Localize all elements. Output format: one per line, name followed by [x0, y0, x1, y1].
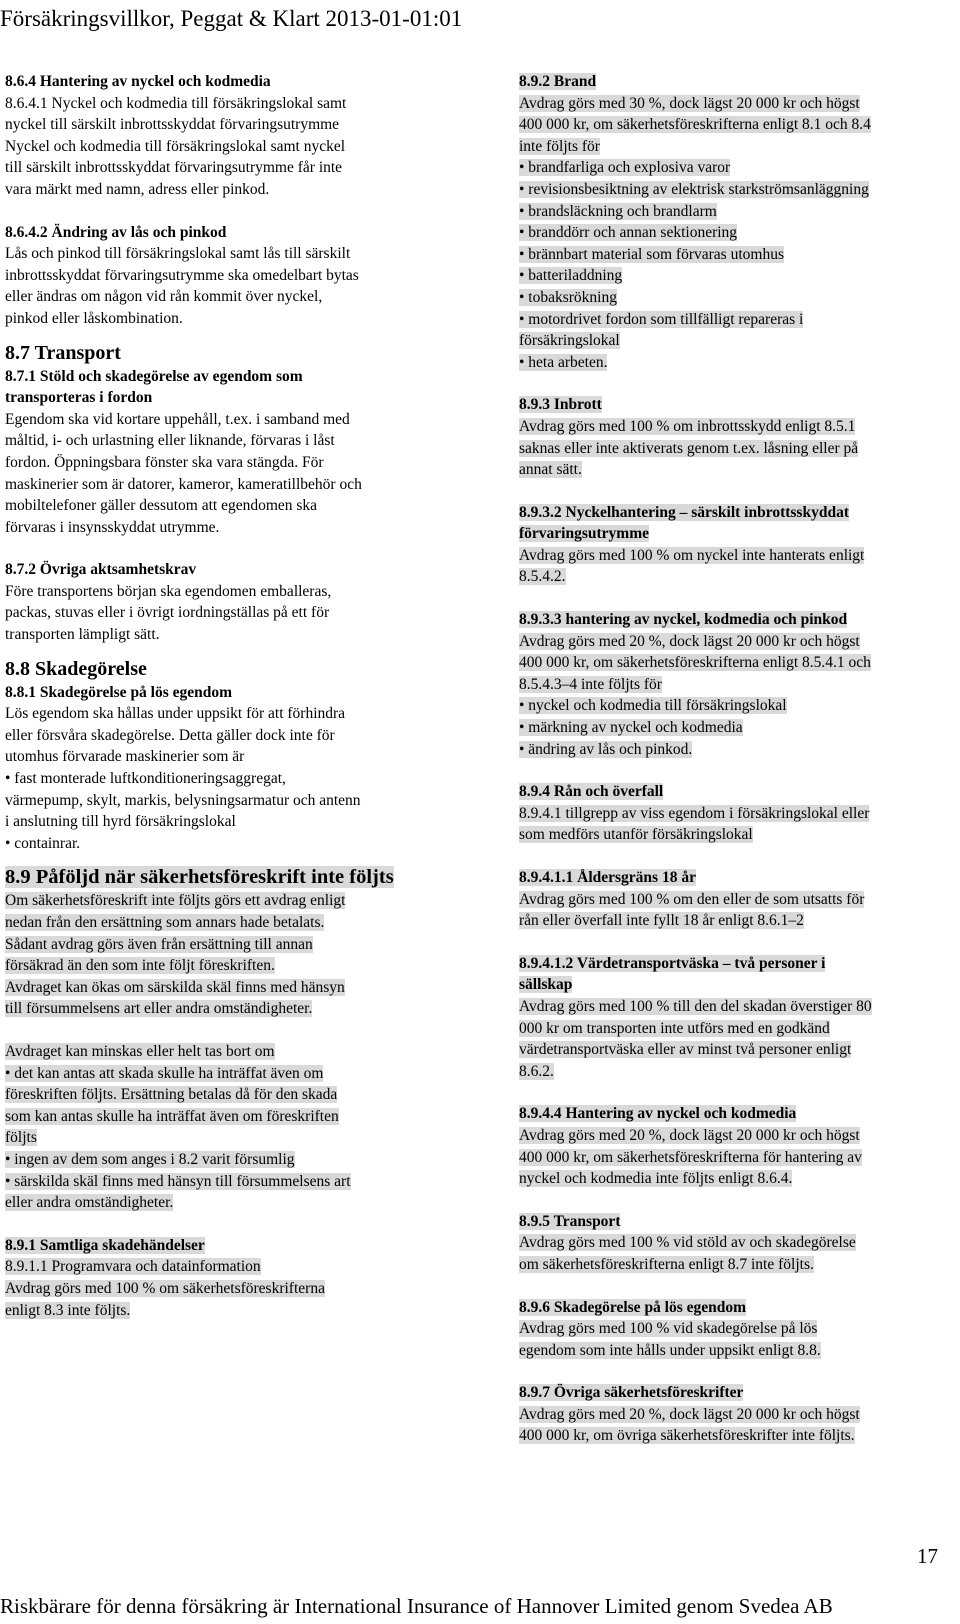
text-line: 8.9.1.1 Programvara och datainformation — [5, 1258, 261, 1276]
text-line: • fast monterade luftkonditioneringsaggregat, — [5, 770, 286, 788]
paragraph — [5, 409, 445, 539]
text-line: rån eller överfall inte fyllt 18 år enligt 8.6.1–2 — [519, 912, 804, 930]
text-line: fordon. Öppningsbara fönster ska vara stängda. För — [5, 453, 324, 471]
text-line: Avdrag görs med 100 % om inbrottsskydd enligt 8.5.1 — [519, 417, 856, 435]
text-line: 000 kr om transporten inte utförs med en godkänd — [519, 1019, 830, 1037]
text-line: mobiltelefoner gäller dessutom att egendomen ska — [5, 497, 318, 515]
text-line: Avdrag görs med 100 % om nyckel inte hanterats enligt — [519, 546, 865, 564]
section-heading: 8.6.4 Hantering av nyckel och kodmedia — [5, 73, 271, 90]
section-heading: 8.7.2 Övriga aktsamhetskrav — [5, 561, 197, 579]
paragraph — [5, 1256, 445, 1321]
text-line: 8.6.4.1 Nyckel och kodmedia till försäkringslokal samt — [5, 94, 347, 112]
text-line: Avdrag görs med 100 % om den eller de som utsatts för — [519, 890, 865, 908]
text-line: vara märkt med namn, adress eller pinkod. — [5, 180, 270, 198]
list-item: • ändring av lås och pinkod. — [519, 740, 693, 758]
text-line: maskinerier som är datorer, kameror, kameratillbehör och — [5, 475, 362, 493]
list-item: • batteriladdning — [519, 267, 623, 285]
text-line: nyckel till särskilt inbrottsskyddat förvaringsutrymme — [5, 116, 340, 134]
section-heading: förvaringsutrymme — [519, 525, 649, 543]
text-line: 8.6.2. — [519, 1062, 554, 1080]
text-line: inbrottsskyddat förvaringsutrymme ska omedelbart bytas — [5, 266, 359, 284]
section-heading: 8.9.3.2 Nyckelhantering – särskilt inbrottsskyddat — [519, 503, 849, 521]
text-line: Avdrag görs med 100 % om säkerhetsföreskrifterna — [5, 1279, 325, 1297]
text-line: i anslutning till hyrd försäkringslokal — [5, 813, 236, 831]
text-line: värdetransportväska eller av minst två personer enligt — [519, 1041, 852, 1059]
list-item: • tobaksrökning — [519, 288, 617, 306]
text-line: inte följts för — [519, 137, 600, 155]
text-line: Egendom ska vid kortare uppehåll, t.ex. i samband med — [5, 410, 350, 428]
list-item: • motordrivet fordon som tillfälligt repareras i — [519, 310, 804, 328]
section-heading: 8.9.5 Transport — [519, 1212, 621, 1230]
text-line: Avdrag görs med 30 %, dock lägst 20 000 kr och högst — [519, 94, 860, 112]
text-line: 8.5.4.2. — [519, 568, 566, 586]
paragraph — [519, 545, 959, 588]
paragraph — [519, 93, 959, 374]
paragraph — [5, 93, 445, 201]
text-line: eller försvåra skadegörelse. Detta gäller dock inte för — [5, 726, 335, 744]
text-line: Nyckel och kodmedia till försäkringslokal samt nyckel — [5, 137, 346, 155]
text-line: Avdrag görs med 20 %, dock lägst 20 000 kr och högst — [519, 632, 860, 650]
section-heading: 8.9.4 Rån och överfall — [519, 783, 664, 801]
text-line: 8.5.4.3–4 inte följts för — [519, 675, 662, 693]
list-item: • brandfarliga och explosiva varor — [519, 159, 731, 177]
text-line: nedan från den ersättning som annars hade betalats. — [5, 914, 325, 931]
section-heading: 8.9.4.1.2 Värdetransportväska – två personer i — [519, 954, 826, 972]
chapter-heading: 8.9 Påföljd när säkerhetsföreskrift inte följts — [5, 866, 394, 889]
text-line: måltid, i- och urlastning eller liknande, förvaras i låst — [5, 432, 335, 450]
section-heading: 8.9.1 Samtliga skadehändelser — [5, 1236, 205, 1254]
paragraph — [519, 1404, 959, 1447]
list-item: • märkning av nyckel och kodmedia — [519, 719, 743, 737]
text-line: Lös egendom ska hållas under uppsikt för att förhindra — [5, 705, 346, 723]
text-line: • särskilda skäl finns med hänsyn till försummelsens art — [5, 1172, 351, 1190]
section-heading: 8.9.3.3 hantering av nyckel, kodmedia och pinkod — [519, 611, 848, 629]
text-line: egendom som inte hålls under uppsikt enligt 8.8. — [519, 1341, 821, 1359]
section-heading: 8.6.4.2 Ändring av lås och pinkod — [5, 223, 227, 241]
text-line: packas, stuvas eller i övrigt iordningställas på ett för — [5, 604, 330, 622]
text-line: saknas eller inte aktiverats genom t.ex. låsning eller på — [519, 439, 859, 457]
text-line: 400 000 kr, om säkerhetsföreskrifterna enligt 8.5.4.1 och — [519, 654, 871, 672]
text-line: till särskilt inbrottsskyddat förvaringsutrymme får inte — [5, 159, 343, 177]
text-line: 8.9.4.1 tillgrepp av viss egendom i försäkringslokal eller — [519, 804, 870, 822]
chapter-heading: 8.7 Transport — [5, 341, 121, 364]
text-line: • containrar. — [5, 834, 81, 852]
text-line: Avdrag görs med 100 % till den del skadan överstiger 80 — [519, 997, 872, 1015]
page-number: 17 — [917, 1544, 938, 1568]
section-heading: 8.7.1 Stöld och skadegörelse av egendom som — [5, 367, 303, 385]
section-heading: 8.9.7 Övriga säkerhetsföreskrifter — [519, 1384, 744, 1402]
text-line: följts — [5, 1129, 37, 1147]
right-column — [519, 71, 959, 1447]
text-line: eller ändras om någon vid rån kommit över nyckel, — [5, 288, 323, 306]
text-line: pinkod eller låskombination. — [5, 309, 183, 327]
left-column — [5, 71, 445, 1321]
text-line: föreskriften följts. Ersättning betalas då för den skada — [5, 1086, 338, 1104]
section-heading: 8.9.6 Skadegörelse på lös egendom — [519, 1298, 747, 1316]
page-header: Försäkringsvillkor, Peggat & Klart 2013-01-01:01 — [0, 6, 463, 31]
text-line: som kan antas skulle ha inträffat även om föreskriften — [5, 1107, 339, 1125]
text-line: Sådant avdrag görs även från ersättning till annan — [5, 935, 313, 953]
text-line: till försummelsens art eller andra omständigheter. — [5, 1000, 313, 1018]
section-heading: transporteras i fordon — [5, 389, 153, 407]
text-line: värmepump, skylt, markis, belysningsarmatur och antenn — [5, 791, 361, 809]
text-line: Avdrag görs med 20 %, dock lägst 20 000 kr och högst — [519, 1126, 860, 1144]
section-heading: sällskap — [519, 976, 573, 994]
section-heading: 8.9.4.1.1 Åldersgräns 18 år — [519, 869, 696, 886]
paragraph — [519, 1125, 959, 1190]
chapter-heading: 8.8 Skadegörelse — [5, 657, 147, 680]
text-line: annat sätt. — [519, 461, 582, 479]
text-line: • det kan antas att skada skulle ha inträffat även om — [5, 1064, 324, 1082]
text-line: eller andra omständigheter. — [5, 1194, 174, 1212]
section-heading: 8.8.1 Skadegörelse på lös egendom — [5, 683, 233, 701]
paragraph — [519, 803, 959, 846]
section-heading: 8.9.4.4 Hantering av nyckel och kodmedia — [519, 1105, 797, 1123]
paragraph — [519, 1232, 959, 1275]
text-line: Lås och pinkod till försäkringslokal samt lås till särskilt — [5, 245, 351, 263]
text-line: Avdraget kan minskas eller helt tas bort om — [5, 1042, 275, 1060]
paragraph — [5, 581, 445, 646]
text-line: försäkrad än den som inte följt föreskriften. — [5, 957, 275, 975]
text-line: transporten lämpligt sätt. — [5, 626, 160, 644]
text-line: 400 000 kr, om säkerhetsföreskrifterna för hantering av — [519, 1148, 862, 1166]
text-line: Avdrag görs med 100 % vid skadegörelse på lös — [519, 1320, 818, 1338]
text-line: 400 000 kr, om säkerhetsföreskrifterna enligt 8.1 och 8.4 — [519, 116, 871, 134]
text-line: enligt 8.3 inte följts. — [5, 1301, 131, 1319]
paragraph — [519, 1318, 959, 1361]
paragraph — [5, 703, 445, 854]
text-line: Avdrag görs med 100 % vid stöld av och skadegörelse — [519, 1234, 856, 1252]
text-line: • ingen av dem som anges i 8.2 varit försumlig — [5, 1150, 295, 1168]
list-item: • revisionsbesiktning av elektrisk starkströmsanläggning — [519, 180, 869, 198]
list-item: • heta arbeten. — [519, 353, 608, 371]
text-line: förvaras i insynsskyddat utrymme. — [5, 518, 220, 536]
text-line: 400 000 kr, om övriga säkerhetsföreskrifter inte följts. — [519, 1427, 855, 1445]
text-line: som medförs utanför försäkringslokal — [519, 826, 753, 844]
paragraph — [519, 416, 959, 481]
section-heading: 8.9.2 Brand — [519, 73, 597, 90]
text-line: Avdrag görs med 20 %, dock lägst 20 000 kr och högst — [519, 1405, 860, 1423]
text-line: Avdraget kan ökas om särskilda skäl finns med hänsyn — [5, 978, 345, 996]
paragraph — [519, 996, 959, 1082]
text-line: om säkerhetsföreskrifterna enligt 8.7 inte följts. — [519, 1255, 814, 1273]
paragraph — [5, 243, 445, 329]
list-item: • branddörr och annan sektionering — [519, 224, 738, 242]
section-heading: 8.9.3 Inbrott — [519, 396, 602, 414]
paragraph — [5, 1041, 445, 1214]
list-item: försäkringslokal — [519, 332, 620, 350]
text-line: Om säkerhetsföreskrift inte följts görs ett avdrag enligt — [5, 892, 346, 910]
paragraph — [519, 889, 959, 932]
text-line: utomhus förvarade maskinerier som är — [5, 748, 245, 766]
list-item: • brandsläckning och brandlarm — [519, 202, 717, 220]
page-footer: Riskbärare för denna försäkring är International Insurance of Hannover Limited genom Svedea AB — [0, 1594, 833, 1618]
text-line: nyckel och kodmedia inte följts enligt 8.6.4. — [519, 1170, 793, 1188]
text-line: Före transportens början ska egendomen emballeras, — [5, 582, 332, 600]
paragraph — [519, 631, 959, 761]
paragraph — [5, 890, 445, 1020]
list-item: • nyckel och kodmedia till försäkringslokal — [519, 697, 787, 715]
list-item: • brännbart material som förvaras utomhus — [519, 245, 784, 263]
